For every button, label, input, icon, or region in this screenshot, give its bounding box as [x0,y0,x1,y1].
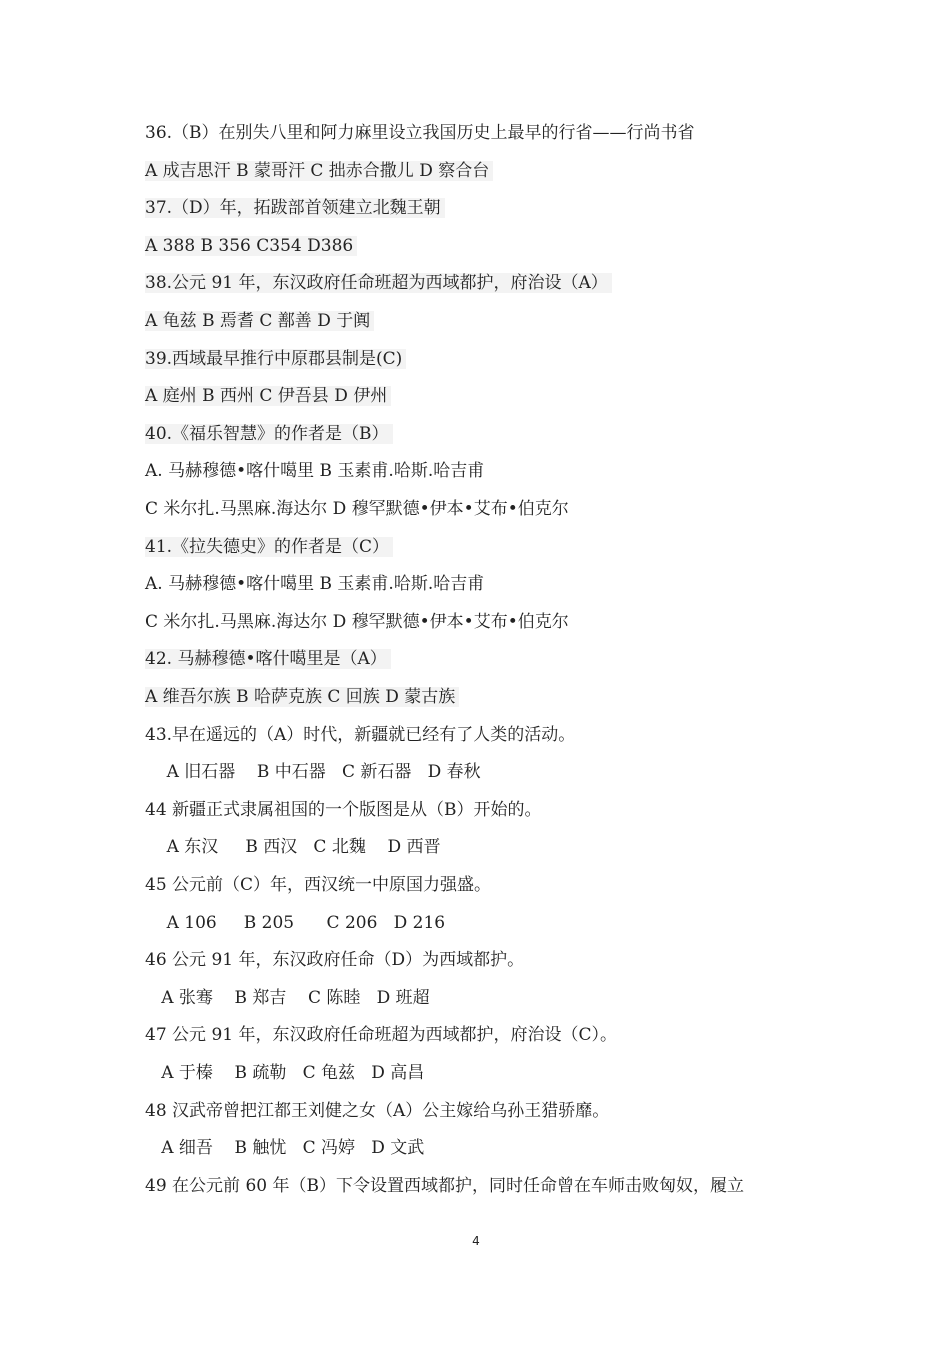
line-text: 43.早在遥远的（A）时代，新疆就已经有了人类的活动。 [145,724,576,745]
text-line [145,347,406,371]
line-text: 45 公元前（C）年，西汉统一中原国力强盛。 [145,875,492,895]
line-text: A 东汉 B 西汉 C 北魏 D 西晋 [145,837,441,858]
line-text: A 旧石器 B 中石器 C 新石器 D 春秋 [145,762,481,783]
text-line [145,309,374,333]
line-text: 39.西域最早推行中原郡县制是(C) [145,349,406,369]
text-line [145,647,391,671]
line-text: A 于榛 B 疏勒 C 龟兹 D 高昌 [145,1063,425,1083]
line-text: 48 汉武帝曾把江都王刘健之女（A）公主嫁给乌孙王猎骄靡。 [145,1100,610,1121]
text-line [145,384,391,408]
line-text: A 维吾尔族 B 哈萨克族 C 回族 D 蒙古族 [145,687,459,707]
line-text: 47 公元 91 年，东汉政府任命班超为西域都护，府治设（C）。 [145,1025,617,1046]
text-line [145,572,484,596]
text-line [145,497,569,521]
text-line [145,535,393,559]
text-line [145,196,445,220]
line-text: A 388 B 356 C354 D386 [145,236,357,256]
line-text: A 细吾 B 触忧 C 冯婷 D 文武 [145,1138,425,1159]
page-number: 4 [472,1234,480,1248]
text-line [145,948,524,972]
text-line [145,1136,424,1160]
text-line [145,835,440,859]
text-line [145,271,612,295]
text-line [145,1099,609,1123]
text-line [145,723,575,747]
text-line [145,798,542,822]
line-text: 44 新疆正式隶属祖国的一个版图是从（B）开始的。 [145,799,542,820]
line-text: 38.公元 91 年，东汉政府任命班超为西域都护，府治设（A） [145,273,612,293]
text-line [145,760,481,784]
line-text: A 庭州 B 西州 C 伊吾县 D 伊州 [145,386,391,406]
line-text: A. 马赫穆德•喀什噶里 B 玉素甫.哈斯.哈吉甫 [145,461,485,482]
text-line [145,121,695,145]
text-line [145,422,393,446]
text-line [145,1174,744,1198]
line-text: A 成吉思汗 B 蒙哥汗 C 拙赤合撒儿 D 察合台 [145,161,493,181]
text-line [145,685,459,709]
text-line [145,610,569,634]
line-text: C 米尔扎.马黑麻.海达尔 D 穆罕默德•伊本•艾布•伯克尔 [145,499,569,519]
line-text: 42. 马赫穆德•喀什噶里是（A） [145,649,391,669]
text-line [145,873,491,897]
line-text: 37.（D）年，拓跋部首领建立北魏王朝 [145,198,445,218]
line-text: A 106 B 205 C 206 D 216 [145,912,446,933]
line-text: 40.《福乐智慧》的作者是（B） [145,424,393,444]
line-text: 46 公元 91 年，东汉政府任命（D）为西域都护。 [145,950,525,971]
text-line [145,234,357,258]
line-text: A 龟兹 B 焉耆 C 鄯善 D 于阗 [145,311,374,331]
line-text: C 米尔扎.马黑麻.海达尔 D 穆罕默德•伊本•艾布•伯克尔 [145,611,569,632]
text-line [145,986,430,1010]
text-line [145,459,484,483]
line-text: A. 马赫穆德•喀什噶里 B 玉素甫.哈斯.哈吉甫 [145,574,485,595]
line-text: 41.《拉失德史》的作者是（C） [145,537,393,557]
text-line [145,1023,617,1047]
line-text: 36.（B）在别失八里和阿力麻里设立我国历史上最早的行省——行尚书省 [145,123,695,143]
text-line [145,911,445,935]
text-line [145,159,493,183]
line-text: A 张骞 B 郑吉 C 陈睦 D 班超 [145,987,430,1008]
text-line [145,1061,424,1085]
line-text: 49 在公元前 60 年（B）下令设置西域都护，同时任命曾在车师击败匈奴，履立 [145,1175,744,1196]
